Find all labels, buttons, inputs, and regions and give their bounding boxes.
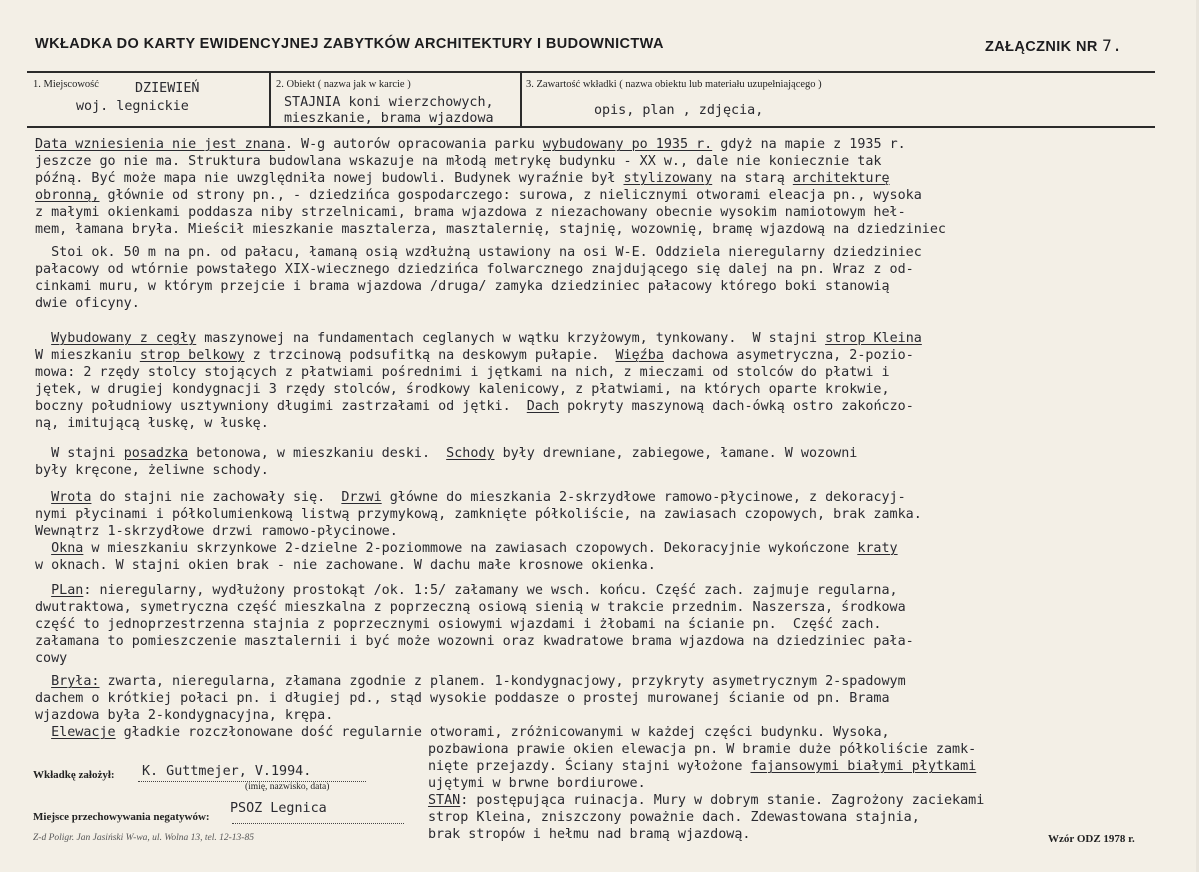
storage-value: PSOZ Legnica: [230, 801, 327, 816]
text-segment: w oknach. W stajni okien brak - nie zachowane. W dachu małe krosnowe okienka.: [35, 558, 656, 573]
text-segment: późną. Być może mapa nie uwzględniła nowej budowli. Budynek wyraźnie był: [35, 171, 624, 186]
author-caption: (imię, nazwisko, data): [245, 782, 330, 792]
body-line-indented: [428, 826, 750, 843]
body-line: [35, 381, 890, 398]
text-segment: z trzcinową podsufitką na deskowym pułapie.: [244, 348, 616, 363]
underlined-term: posadzka: [123, 446, 189, 461]
text-segment: do stajni nie zachowały się.: [91, 490, 342, 505]
body-line: [35, 445, 857, 462]
form-title: WKŁADKA DO KARTY EWIDENCYJNEJ ZABYTKÓW ARCHITEKTURY I BUDOWNICTWA: [35, 36, 664, 52]
text-segment: cowy: [35, 651, 68, 666]
underlined-term: Elewacje: [51, 725, 116, 740]
body-line-indented: [428, 741, 976, 758]
text-segment: pałacowy od wtórnie powstałego XIX-wiecznego dziedzińca folwarcznego znajdującego się dalej na pn. Wraz z od-: [35, 262, 914, 277]
header-bottom-rule: [27, 126, 1155, 128]
underlined-term: Bryła:: [51, 674, 100, 689]
text-segment: jętek, w drugiej kondygnacji 3 rzędy stolców, środkowy kalenicowy, z płatwiami, na których oparte krokwie,: [35, 382, 890, 397]
field-2-label: 2. Obiekt ( nazwa jak w karcie ): [276, 79, 411, 90]
body-line: [35, 599, 906, 616]
text-segment: W mieszkaniu: [35, 348, 140, 363]
underlined-term: Dach: [526, 399, 560, 414]
text-segment: [35, 541, 51, 556]
underlined-term: kraty: [857, 541, 898, 556]
text-segment: Wewnątrz 1-skrzydłowe drzwi ramowo-płycinowe.: [35, 524, 398, 539]
author-value: K. Guttmejer, V.1994.: [142, 764, 312, 779]
text-segment: nięte przejazdy. Ściany stajni wyłożone: [428, 759, 751, 774]
field-1-value-locality: DZIEWIEŃ: [135, 81, 200, 96]
text-segment: brak stropów i hełmu nad bramą wjazdową.: [428, 827, 751, 842]
text-segment: gładkie rozczłonowane dość regularnie otworami, zróżnicowanymi w każdej części budynku. Wysoka,: [115, 725, 890, 740]
text-segment: nymi płycinami i półkolumienkową listwą przymykową, zamknięte półkoliście, na zawiasach czopowych, brak zamka.: [35, 507, 922, 522]
body-line: [35, 557, 656, 574]
text-segment: gdyż na mapie z 1935 r.: [712, 137, 906, 152]
text-segment: pozbawiona prawie okien elewacja pn. W bramie duże półkoliście zamk-: [428, 742, 977, 757]
body-line: [35, 261, 914, 278]
attachment-label: [985, 36, 1122, 55]
underlined-term: wybudowany po 1935 r.: [542, 137, 713, 152]
storage-dotted-line: [232, 823, 404, 824]
text-segment: cinkami muru, w którym przejcie i brama wjazdowa /druga/ zamyka dziedziniec pałacowy którego boki stanowią: [35, 279, 890, 294]
underlined-term: Wybudowany z cegły: [51, 331, 197, 346]
text-segment: wjazdowa była 2-kondygnacyjna, krępa.: [35, 708, 334, 723]
body-line: [35, 462, 269, 479]
underlined-term: strop belkowy: [139, 348, 245, 363]
text-segment: boczny południowy usztywniony długimi zastrzałami od jętki.: [35, 399, 527, 414]
body-line: [35, 489, 906, 506]
attachment-number: 7.: [1102, 36, 1123, 55]
text-segment: jeszcze go nie ma. Struktura budowlana wskazuje na młodą metrykę budynku - XX w., dale nie koniecznie tak: [35, 154, 882, 169]
text-segment: dwie oficyny.: [35, 296, 140, 311]
text-segment: na starą: [712, 171, 793, 186]
underlined-term: stylizowany: [623, 171, 713, 186]
storage-label: Miejsce przechowywania negatywów:: [33, 811, 210, 823]
text-segment: maszynowej na fundamentach ceglanych w wątku krzyżowym, tynkowany. W stajni: [196, 331, 826, 346]
text-segment: [35, 331, 51, 346]
body-line: [35, 187, 922, 204]
underlined-term: fajansowymi białymi płytkami: [750, 759, 977, 774]
text-segment: pokryty maszynową dach-ówką ostro zakończo-: [559, 399, 914, 414]
text-segment: część to jednoprzestrzenna stajnia z poprzecznymi osiowymi wjazdami i żłobami na ścianie pn. Część zach.: [35, 617, 882, 632]
text-segment: dachowa asymetryczna, 2-pozio-: [663, 348, 914, 363]
body-line: [35, 616, 882, 633]
body-line: [35, 295, 140, 312]
field-1-label: 1. Miejscowość: [33, 79, 99, 90]
text-segment: [35, 490, 51, 505]
text-segment: ną, imitującą łuskę, w łuskę.: [35, 416, 269, 431]
text-segment: [35, 674, 51, 689]
body-line-indented: [428, 792, 984, 809]
field-2-value-line-1: STAJNIA koni wierzchowych,: [284, 95, 494, 110]
text-segment: dwutraktowa, symetryczna część mieszkalna z poprzeczną osiową sienią w trakcie przednim. Naszersza, środkowa: [35, 600, 906, 615]
underlined-term: Drzwi: [341, 490, 382, 505]
body-line: [35, 221, 946, 238]
body-line: [35, 415, 269, 432]
field-3-value: opis, plan , zdjęcia,: [594, 103, 764, 118]
underlined-term: Wrota: [51, 490, 92, 505]
body-line: [35, 330, 922, 347]
body-line-indented: [428, 775, 646, 792]
underlined-term: Więźba: [615, 348, 664, 363]
text-segment: z małymi okienkami poddasza niby strzelnicami, brama wjazdowa z niezachowany obecnie wysokim namiotowym heł-: [35, 205, 906, 220]
field-1-value-voivodeship: woj. legnickie: [76, 99, 189, 114]
text-segment: zwarta, nieregularna, złamana zgodnie z planem. 1-kondygnacjowy, przykryty asymetrycznym 2-spadowym: [99, 674, 906, 689]
text-segment: betonowa, w mieszkaniu deski.: [188, 446, 447, 461]
header-divider-1: [269, 72, 271, 127]
underlined-term: Data wzniesienia nie jest znana: [35, 137, 285, 152]
body-line: [35, 540, 898, 557]
body-line: [35, 278, 890, 295]
body-line: [35, 347, 914, 364]
text-segment: strop Kleina, zniszczony poważnie dach. Zdewastowana stajnia,: [428, 810, 920, 825]
header-top-rule: [27, 71, 1155, 73]
field-2-value-line-2: mieszkanie, brama wjazdowa: [284, 111, 494, 126]
body-line: [35, 650, 67, 667]
body-line-indented: [428, 758, 976, 775]
text-segment: dachem o krótkiej połaci pn. i długiej pd., stąd wysokie poddasze o prostej murowanej ścianie od pn. Brama: [35, 691, 890, 706]
body-line: [35, 707, 333, 724]
text-segment: ujętymi w brwne bordiurowe.: [428, 776, 646, 791]
body-line: [35, 153, 882, 170]
field-3-label: 3. Zawartość wkładki ( nazwa obiektu lub materiału uzupełniającego ): [526, 79, 822, 90]
underlined-term: obronną,: [35, 188, 100, 203]
text-segment: mem, łamana bryła. Mieścił mieszkanie masztalerza, masztalernię, stajnię, wozownię, bramę wjazdową na dziedziniec: [35, 222, 946, 237]
underlined-term: Schody: [446, 446, 495, 461]
underlined-term: strop Kleina: [825, 331, 922, 346]
printer-imprint: Z-d Poligr. Jan Jasiński W-wa, ul. Wolna 13, tel. 12-13-85: [33, 833, 254, 843]
text-segment: główne do mieszkania 2-skrzydłowe ramowo-płycinowe, z dekoracyj-: [381, 490, 906, 505]
body-line: [35, 170, 890, 187]
body-line: [35, 244, 922, 261]
text-segment: były drewniane, zabiegowe, łamane. W wozowni: [494, 446, 858, 461]
text-segment: głównie od strony pn., - dziedzińca gospodarczego: surowa, z nielicznymi otworami eleacja pn., wysoka: [99, 188, 922, 203]
header-divider-2: [520, 72, 522, 127]
text-segment: . W-g autorów opracowania parku: [284, 137, 543, 152]
body-line: [35, 690, 890, 707]
underlined-term: STAN: [428, 793, 461, 808]
body-line: [35, 633, 914, 650]
text-segment: [35, 583, 51, 598]
underlined-term: Okna: [51, 541, 84, 556]
body-line: [35, 582, 898, 599]
author-label: Wkładkę założył:: [33, 769, 115, 781]
text-segment: [35, 725, 51, 740]
text-segment: : postępująca ruinacja. Mury w dobrym stanie. Zagrożony zaciekami: [460, 793, 985, 808]
attachment-text: ZAŁĄCZNIK NR: [985, 39, 1098, 55]
text-segment: były kręcone, żeliwne schody.: [35, 463, 269, 478]
body-line: [35, 673, 906, 690]
body-line-indented: [428, 809, 920, 826]
underlined-term: PLan: [51, 583, 84, 598]
body-line: [35, 506, 922, 523]
body-line: [35, 724, 890, 741]
text-segment: załamana to pomieszczenie masztalernii i być może wozowni oraz kwadratowe brama wjazdowa na dziedziniec pała-: [35, 634, 914, 649]
text-segment: : nieregularny, wydłużony prostokąt /ok. 1:5/ załamany we wsch. końcu. Część zach. zajmuje regularna,: [83, 583, 898, 598]
text-segment: w mieszkaniu skrzynkowe 2-dzielne 2-poziommowe na zawiasach czopowych. Dekoracyjnie wykończone: [83, 541, 858, 556]
text-segment: mowa: 2 rzędy stolcy stojących z płatwiami pośrednimi i jętkami na nich, z mieczami od stolców do płatwi i: [35, 365, 890, 380]
body-line: [35, 523, 398, 540]
body-line: [35, 364, 890, 381]
body-line: [35, 136, 906, 153]
text-segment: W stajni: [35, 446, 124, 461]
body-line: [35, 204, 906, 221]
body-line: [35, 398, 914, 415]
underlined-term: architekturę: [792, 171, 890, 186]
text-segment: Stoi ok. 50 m na pn. od pałacu, łamaną osią wzdłużną ustawiony na osi W-E. Oddziela nieregularny dziedziniec: [35, 245, 922, 260]
form-number: Wzór ODZ 1978 r.: [1048, 833, 1135, 845]
